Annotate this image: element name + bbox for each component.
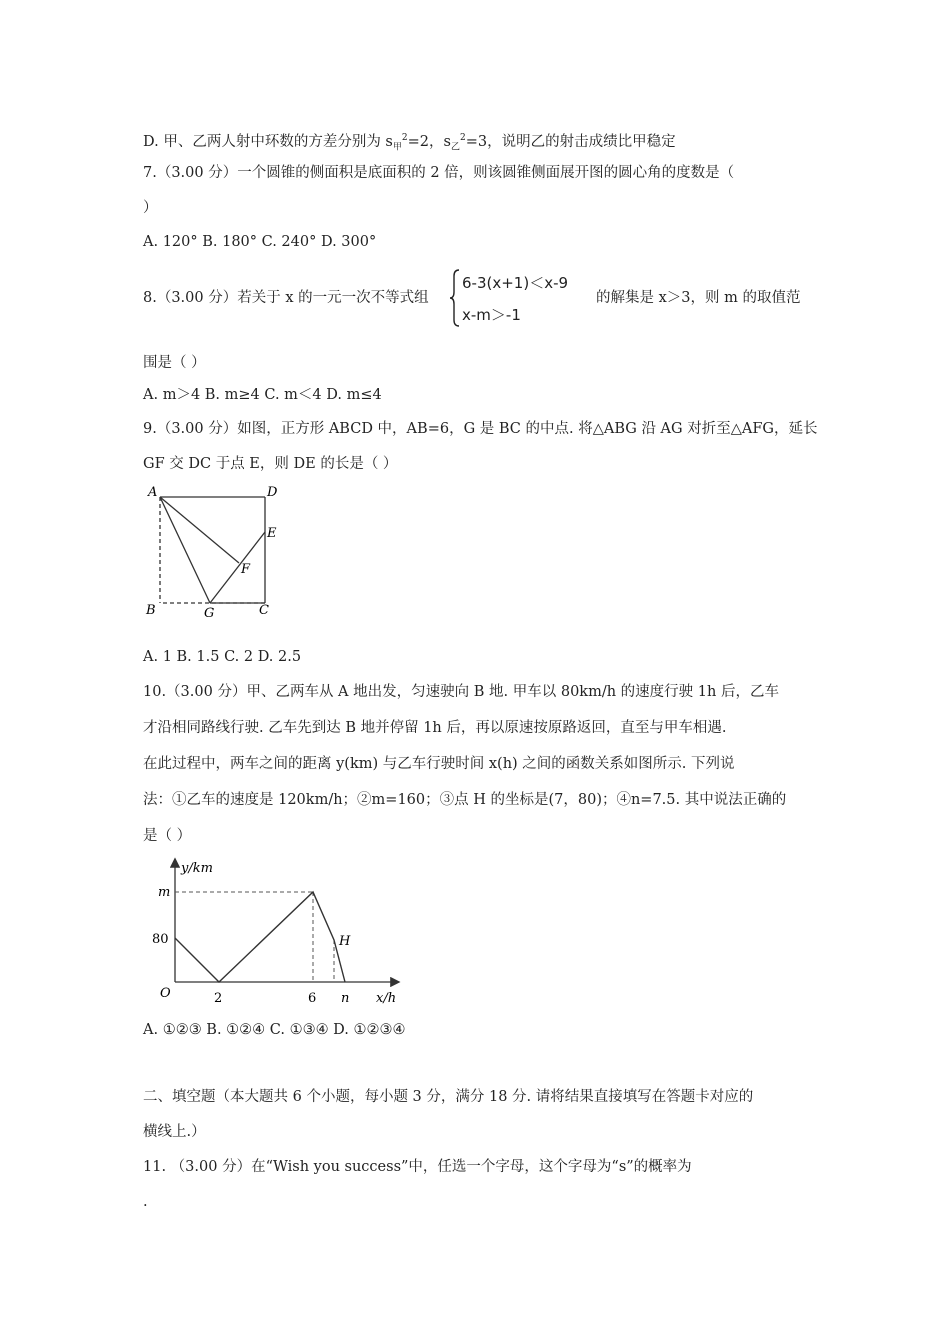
q6-option-d xyxy=(143,128,676,158)
q8-stem-post: 的解集是 x＞3，则 m 的取值范 xyxy=(596,290,801,306)
brace-icon xyxy=(448,268,462,328)
label-b: B xyxy=(146,603,156,618)
q6-d-sub1: 甲 xyxy=(392,142,402,153)
q10-stem-line3: 在此过程中，两车之间的距离 y(km) 与乙车行驶时间 x(h) 之间的函数关系如图所示. 下列说 xyxy=(143,756,735,772)
q10-stem-line2: 才沿相同路线行驶. 乙车先到达 B 地并停留 1h 后，再以原速按原路返回，直至与甲车相遇. xyxy=(143,720,727,736)
label-a: A xyxy=(148,485,158,500)
label-d: D xyxy=(267,485,278,500)
q6-d-sub2: 乙 xyxy=(450,142,460,153)
q7-options: A. 120° B. 180° C. 240° D. 300° xyxy=(143,234,377,250)
point-h-label: H xyxy=(339,934,351,949)
y-axis-label: y/km xyxy=(181,861,213,876)
q7-stem-line2: ） xyxy=(143,200,158,216)
q11-stem-line2: . xyxy=(143,1194,148,1210)
segment-ge xyxy=(210,532,265,603)
q9-stem-line2: GF 交 DC 于点 E，则 DE 的长是（ ） xyxy=(143,456,398,472)
q6-d-suffix: =3，说明乙的射击成绩比甲稳定 xyxy=(465,133,676,150)
q8-ineq2: x-m＞-1 xyxy=(462,306,521,324)
label-e: E xyxy=(267,526,277,541)
q10-stem-line1: 10.（3.00 分）甲、乙两车从 A 地出发，匀速驶向 B 地. 甲车以 80km/h 的速度行驶 1h 后，乙车 xyxy=(143,684,779,700)
q6-d-sup2: 2 xyxy=(459,133,466,143)
x-tick-6: 6 xyxy=(308,991,317,1006)
x-tick-2: 2 xyxy=(214,991,223,1006)
label-f: F xyxy=(241,562,251,577)
q7-stem-line1: 7.（3.00 分）一个圆锥的侧面积是底面积的 2 倍，则该圆锥侧面展开图的圆心角的度数是（ xyxy=(143,165,735,181)
q8-stem-pre: 8.（3.00 分）若关于 x 的一元一次不等式组 xyxy=(143,290,429,306)
q8-options: A. m＞4 B. m≥4 C. m＜4 D. m≤4 xyxy=(143,387,382,403)
origin-label: O xyxy=(160,986,171,1001)
q10-distance-graph xyxy=(140,850,410,1010)
q10-stem-line5: 是（ ） xyxy=(143,828,192,844)
segment-af xyxy=(160,497,239,563)
x-tick-n: n xyxy=(341,991,350,1006)
q6-d-mid: =2，s xyxy=(407,133,451,150)
q8-stem-line2: 围是（ ） xyxy=(143,355,206,371)
section2-line2: 横线上.） xyxy=(143,1124,206,1140)
label-c: C xyxy=(259,603,269,618)
distance-curve xyxy=(175,892,345,982)
q9-square-figure xyxy=(140,480,290,625)
x-axis-label: x/h xyxy=(376,991,397,1006)
q9-options: A. 1 B. 1.5 C. 2 D. 2.5 xyxy=(143,649,302,665)
q11-stem-line1: 11. （3.00 分）在“Wish you success”中，任选一个字母，这个字母为“s”的概率为 xyxy=(143,1159,692,1175)
q6-d-prefix: D. 甲、乙两人射中环数的方差分别为 s xyxy=(143,133,393,150)
section2-line1: 二、填空题（本大题共 6 个小题，每小题 3 分，满分 18 分. 请将结果直接填写在答题卡对应的 xyxy=(143,1089,754,1105)
q10-stem-line4: 法：①乙车的速度是 120km/h；②m=160；③点 H 的坐标是(7，80)；④n=7.5. 其中说法正确的 xyxy=(143,792,787,808)
q10-options: A. ①②③ B. ①②④ C. ①③④ D. ①②③④ xyxy=(143,1022,406,1038)
q8-ineq1: 6-3(x+1)＜x-9 xyxy=(462,274,569,292)
y-tick-80: 80 xyxy=(152,932,169,947)
segment-ag xyxy=(160,497,210,603)
y-tick-m: m xyxy=(158,885,171,900)
label-g: G xyxy=(204,606,215,621)
q9-stem-line1: 9.（3.00 分）如图，正方形 ABCD 中，AB=6，G 是 BC 的中点. 将△ABG 沿 AG 对折至△AFG，延长 xyxy=(143,421,818,437)
q8-inequality-system xyxy=(448,268,594,328)
q6-d-sup1: 2 xyxy=(401,133,408,143)
